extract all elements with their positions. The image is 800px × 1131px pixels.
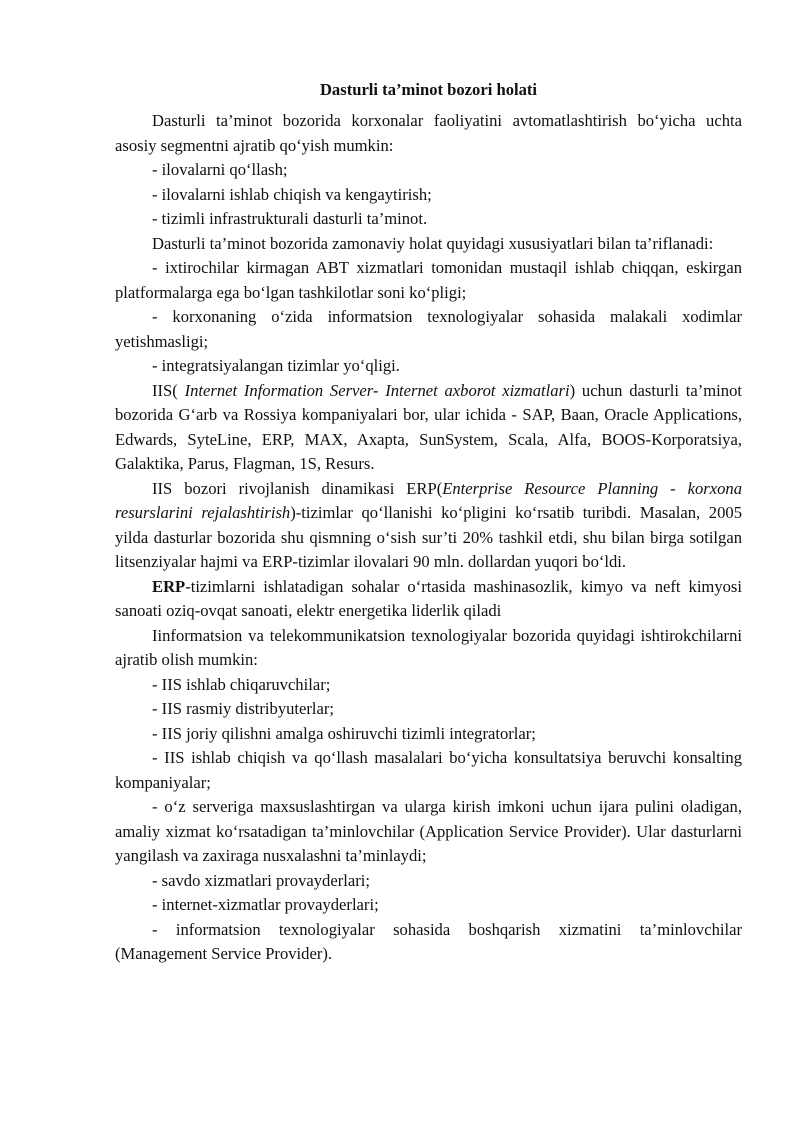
erp-bold-term: ERP — [152, 576, 186, 596]
list-item: - IIS rasmiy distribyuterlar; — [152, 699, 335, 718]
paragraph-market-participants: Iinformatsion va telekommunikatsion texnologiyalar bozorida quyidagi ishtirokchilarni ajratib olish mumkin: — [115, 625, 742, 669]
erp-text-after: )-tizimlar qo‘llanishi ko‘pligini ko‘rsatib turibdi. Masalan, 2005 yilda dasturlar bozorida shu qismning o‘sish sur’ti 20% tashkil etdi, shu bilan birga sotilgan litsenziyalar hajmi va ERP-tizimlar ilovalari 90 mln. dollardan yuqori bo‘ldi. — [115, 503, 742, 571]
paragraph-erp-sectors — [115, 575, 742, 624]
list-item: - IIS ishlab chiqaruvchilar; — [152, 674, 331, 694]
list-item: - ixtirochilar kirmagan ABT xizmatlari tomonidan mustaqil ishlab chiqqan, eskirgan platformalarga ega bo‘lgan tashkilotlar soni ko‘pligi; — [115, 258, 742, 302]
iis-text-before: IIS( — [152, 380, 185, 400]
list-item: - internet-xizmatlar provayderlari; — [152, 895, 379, 914]
erp-definition: Enterprise Resource Planning - korxona resurslarini rejalashtirish — [115, 478, 742, 522]
document-body — [115, 109, 742, 967]
list-item: - ilovalarni qo‘llash; — [152, 160, 288, 179]
list-item: - savdo xizmatlari provayderlari; — [152, 870, 370, 890]
list-item: - korxonaning o‘zida informatsion texnologiyalar sohasida malakali xodimlar yetishmasligi; — [115, 307, 742, 351]
list-item: - o‘z serveriga maxsuslashtirgan va ularga kirish imkoni uchun ijara pulini oladigan, amaliy xizmat ko‘rsatadigan ta’minlovchilar (Application Service Provider). Ular dasturlarni yangilash va zaxiraga nusxalashni ta’minlaydi; — [115, 797, 742, 865]
page-title: Dasturli ta’minot bozori holati — [319, 80, 538, 99]
erp-sectors-text: -tizimlarni ishlatadigan sohalar o‘rtasida mashinasozlik, kimyo va neft kimyosi sanoati oziq-ovqat sanoati, elektr energetika liderlik qiladi — [115, 576, 742, 620]
paragraph-iis-market — [115, 379, 742, 477]
list-item: - IIS ishlab chiqish va qo‘llash masalalari bo‘yicha konsultatsiya beruvchi konsalting kompaniyalar; — [115, 748, 742, 792]
paragraph-segments-intro: Dasturli ta’minot bozorida korxonalar faoliyatini avtomatlashtirish bo‘yicha uchta asosiy segmentni ajratib qo‘yish mumkin: — [115, 111, 742, 155]
paragraph-current-state: Dasturli ta’minot bozorida zamonaviy holat quyidagi xususiyatlari bilan ta’riflanadi: — [152, 233, 714, 253]
list-item: - ilovalarni ishlab chiqish va kengaytirish; — [152, 184, 432, 204]
erp-text-before: IIS bozori rivojlanish dinamikasi ERP( — [152, 478, 443, 498]
paragraph-erp-dynamics — [115, 477, 742, 575]
iis-text-after: ) uchun dasturli ta’minot bozorida G‘arb va Rossiya kompaniyalari bor, ular ichida - SAP, Baan, Oracle Applications, Edwards, SyteLine, ERP, MAX, Axapta, SunSystem, Scala, Alfa, BOOS-Korporatsiya, Galaktika, Parus, Flagman, 1S, Resurs. — [115, 380, 742, 473]
list-item: - integratsiyalangan tizimlar yo‘qligi. — [152, 356, 400, 375]
list-item: - tizimli infrastrukturali dasturli ta’minot. — [152, 209, 428, 228]
iis-definition: Internet Information Server- Internet axborot xizmatlari — [184, 380, 570, 400]
list-item: - IIS joriy qilishni amalga oshiruvchi tizimli integratorlar; — [152, 723, 536, 743]
list-item: - informatsion texnologiyalar sohasida boshqarish xizmatini ta’minlovchilar (Management Service Provider). — [115, 919, 742, 963]
